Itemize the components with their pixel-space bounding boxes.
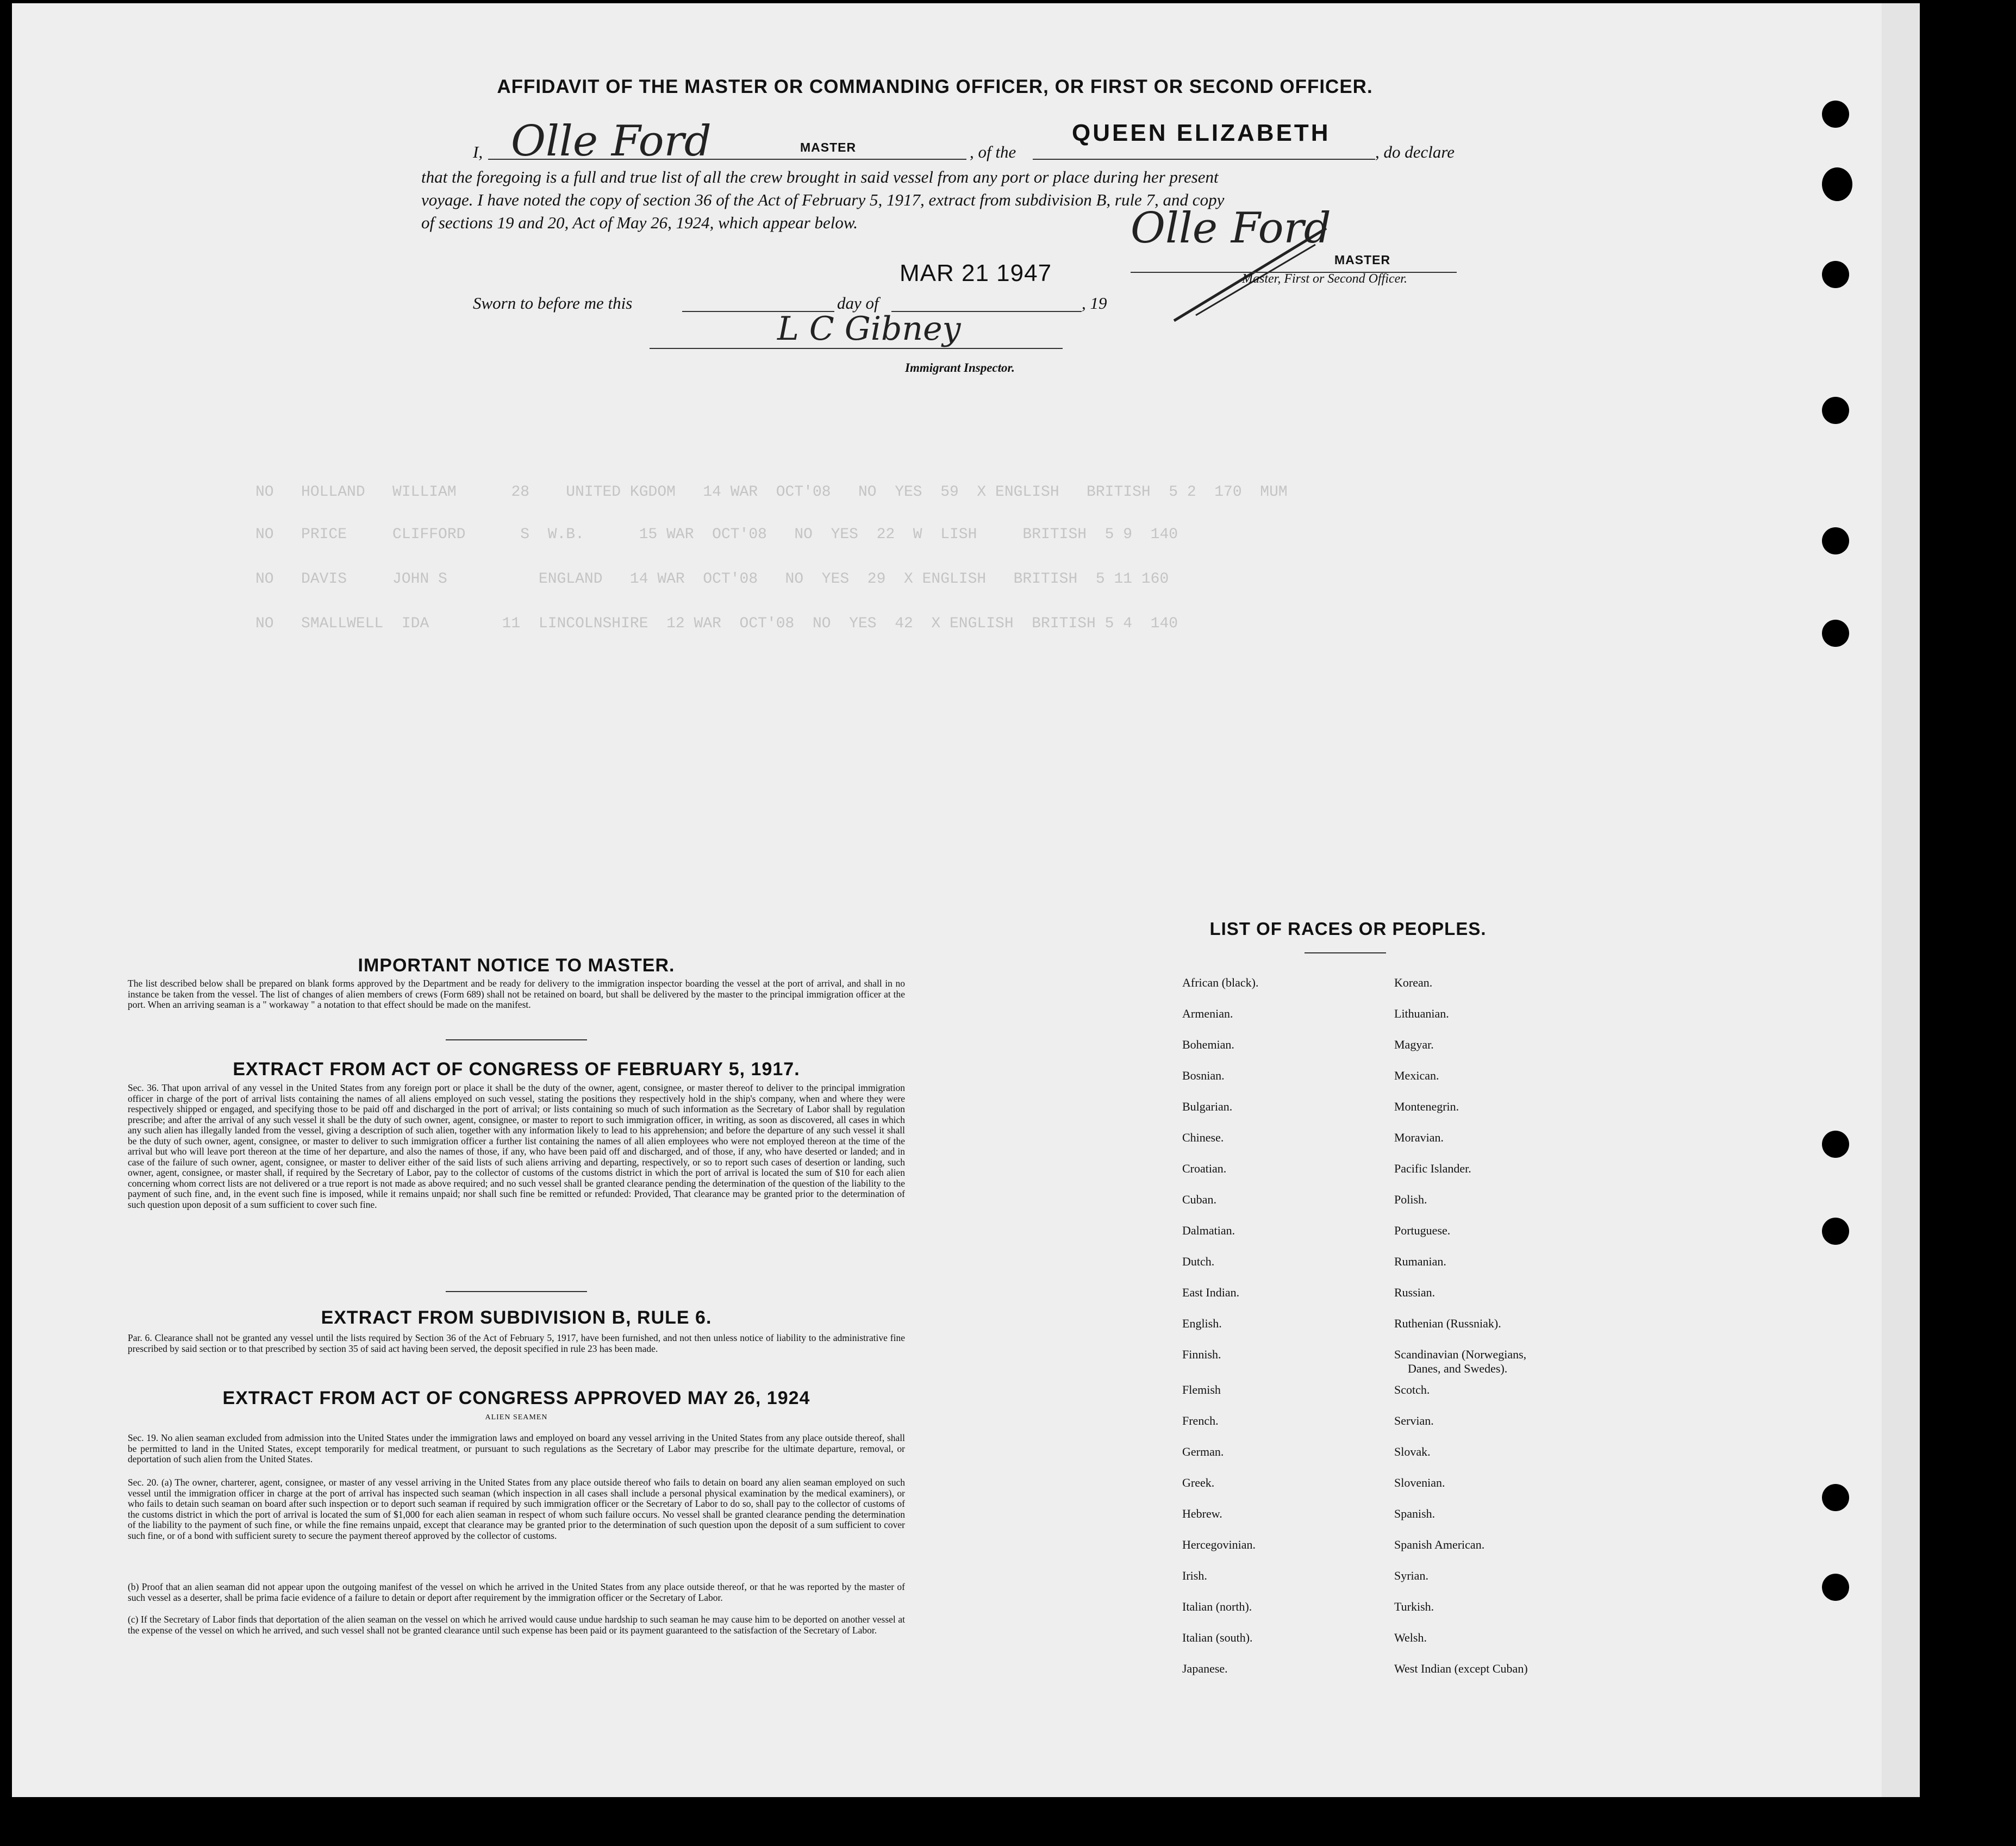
- race-item-right: Scotch.: [1394, 1383, 1430, 1396]
- race-item-scandinavian-continued: Danes, and Swedes).: [1408, 1362, 1508, 1375]
- inspector-caption: Immigrant Inspector.: [905, 361, 1015, 375]
- extract-1924-sec19: Sec. 19. No alien seaman excluded from admission into the United States under the immigration laws and employed on board any vessel arriving in the United States from any place outside thereof, shall be permitted to land in the United States, except temporarily for medical treatment, or pursuant to such regulations as the Secretary of Labor may prescribe for the ultimate departure, removal, or deportation of such alien from the United States.: [128, 1432, 905, 1464]
- race-item-left: Dutch.: [1182, 1255, 1215, 1268]
- extract-1917-body: Sec. 36. That upon arrival of any vessel in the United States from any foreign port or place it shall be the duty of the owner, agent, consignee, or master thereof to deliver to the principal immigration officer in charge of the port of arrival lists containing the names of all aliens employed on such vessel, stating the positions they respectively hold in the ship's company, when and where they were respectively shipped or engaged, and specifying those to be paid off and discharged in the port of arrival; or lists containing so much of such information as the Secretary of Labor shall by regulation prescribe; and after the arrival of any such vessel it shall be the duty of such owner, agent, consignee, or master to report to such immigration officer, in writing, as soon as discovered, all cases in which any such alien has illegally landed from the vessel, giving a description of such alien, together with any information likely to lead to his apprehension; and before the departure of any such vessel it shall be the duty of such owner, agent, consignee, or master to deliver to such immigration officer a further list containing the names of all alien employees who were not employed thereon at the time of the arrival but who will leave port thereon at the time of her departure, and also the names of those, if any, who have been paid off and discharged, and of those, if any, who have deserted or landed; and in case of the failure of such owner, agent, consignee, or master to deliver either of the said lists of such aliens arriving and departing, respectively, or so to report such cases of desertion or landing, such owner, agent, consignee, or master shall, if required by the Secretary of Labor, pay to the collector of customs of the customs district in which the port of arrival is located the sum of $10 for each alien concerning whom correct lists are not delivered or a true report is not made as above required; and no such vessel shall be granted clearance pending the determination of the question of the liability to the payment of such fine, and, in the event such fine is imposed, while it remains unpaid; nor shall such fine be remitted or refunded: Provided, That clearance may be granted prior to the determination of such question upon deposit of a sum sufficient to cover such fine.: [128, 1082, 905, 1210]
- race-item-right: Slovenian.: [1394, 1476, 1445, 1489]
- race-item-right: Polish.: [1394, 1193, 1427, 1206]
- affidavit-line-4: of sections 19 and 20, Act of May 26, 1924, which appear below.: [421, 213, 858, 232]
- master-signature: Olle Ford: [511, 117, 711, 166]
- affidavit-line-2: that the foregoing is a full and true list of all the crew brought in said vessel from any port or place during her present: [421, 167, 1219, 186]
- race-item-left: German.: [1182, 1445, 1224, 1458]
- affidavit-title: AFFIDAVIT OF THE MASTER OR COMMANDING OFFICER, OR FIRST OR SECOND OFFICER.: [497, 76, 1373, 97]
- race-item-right: Ruthenian (Russniak).: [1394, 1317, 1501, 1330]
- sworn-label: Sworn to before me this: [473, 294, 633, 313]
- race-item-right: Servian.: [1394, 1414, 1434, 1427]
- race-item-left: Dalmatian.: [1182, 1224, 1235, 1237]
- race-item-left: Hercegovinian.: [1182, 1538, 1256, 1551]
- officer-caption: Master, First or Second Officer.: [1242, 272, 1407, 286]
- punch-hole: [1822, 101, 1849, 128]
- race-item-right: Rumanian.: [1394, 1255, 1446, 1268]
- punch-hole: [1822, 527, 1849, 554]
- date-stamp: MAR 21 1947: [900, 260, 1052, 286]
- race-item-right: Scandinavian (Norwegians,: [1394, 1348, 1527, 1361]
- bleed-through-row: NO HOLLAND WILLIAM 28 UNITED KGDOM 14 WAR OCT'08 NO YES 59 X ENGLISH BRITISH 5 2 170 MUM: [255, 484, 1288, 501]
- race-item-left: Cuban.: [1182, 1193, 1216, 1206]
- second-master-signature: Olle Ford: [1131, 204, 1331, 253]
- bleed-through-row: NO PRICE CLIFFORD S W.B. 15 WAR OCT'08 NO YES 22 W LISH BRITISH 5 9 140: [255, 526, 1178, 543]
- affidavit-line-3: voyage. I have noted the copy of section 36 of the Act of February 5, 1917, extract from subdivision B, rule 7, and copy: [421, 190, 1225, 209]
- race-item-left: English.: [1182, 1317, 1222, 1330]
- bleed-through-row: NO SMALLWELL IDA 11 LINCOLNSHIRE 12 WAR OCT'08 NO YES 42 X ENGLISH BRITISH 5 4 140: [255, 615, 1178, 632]
- race-item-left: Flemish: [1182, 1383, 1221, 1396]
- race-item-left: African (black).: [1182, 976, 1259, 989]
- races-divider: [1305, 952, 1386, 953]
- punch-hole: [1822, 1131, 1849, 1158]
- race-item-right: Lithuanian.: [1394, 1007, 1449, 1020]
- subdivision-body: Par. 6. Clearance shall not be granted any vessel until the lists required by Section 36 of the Act of February 5, 1917, have been furnished, and not then unless notice of liability to the administrative fine prescribed by said section or to that prescribed by section 35 of said act having been served, the deposit specified in rule 23 has been made.: [128, 1332, 905, 1354]
- page-edge-strip: [1882, 3, 1920, 1797]
- section-divider: [446, 1291, 587, 1292]
- i-label: I,: [473, 142, 483, 161]
- race-item-right: Welsh.: [1394, 1631, 1427, 1644]
- race-item-right: Korean.: [1394, 976, 1433, 989]
- race-item-left: East Indian.: [1182, 1286, 1240, 1299]
- extract-1924-sec20a: Sec. 20. (a) The owner, charterer, agent, consignee, or master of any vessel arriving in the United States from any place outside thereof who fails to detain on board any alien seaman employed on such vessel until the immigration officer in charge at the port of arrival has inspected such seaman (which inspection in all cases shall include a personal physical examination by the medical examiners), or who fails to detain such seaman on board after such inspection or to deport such seaman if required by such immigration officer or the Secretary of Labor to do so, shall pay to the collector of customs of the customs district in which the port of arrival is located the sum of $1,000 for each alien seaman in respect of whom such failure occurs. No vessel shall be granted clearance pending the determination of the liability to the payment of such fine, or while the fine remains unpaid, except that clearance may be granted prior to the determination of such question upon the deposit of a sum sufficient to cover such fine, or of a bond with sufficient surety to secure the payment thereof approved by the collector of customs.: [128, 1477, 905, 1541]
- race-item-left: French.: [1182, 1414, 1219, 1427]
- punch-hole: [1822, 620, 1849, 647]
- race-item-right: Spanish American.: [1394, 1538, 1485, 1551]
- race-item-right: Moravian.: [1394, 1131, 1444, 1144]
- extract-1924-subtitle: ALIEN SEAMEN: [485, 1413, 548, 1421]
- race-item-left: Croatian.: [1182, 1162, 1227, 1175]
- races-title: LIST OF RACES OR PEOPLES.: [1209, 919, 1487, 939]
- section-divider: [446, 1039, 587, 1040]
- race-item-left: Bulgarian.: [1182, 1100, 1233, 1113]
- year-prefix: , 19: [1082, 294, 1107, 313]
- race-item-left: Bohemian.: [1182, 1038, 1234, 1051]
- vessel-name: QUEEN ELIZABETH: [1072, 120, 1331, 146]
- extract-1917-title: EXTRACT FROM ACT OF CONGRESS OF FEBRUARY 5, 1917.: [233, 1059, 800, 1080]
- punch-hole: [1822, 1574, 1849, 1601]
- of-the-label: , of the: [970, 142, 1016, 161]
- race-item-right: West Indian (except Cuban): [1394, 1662, 1528, 1675]
- do-declare-label: , do declare: [1375, 142, 1455, 161]
- race-item-right: Montenegrin.: [1394, 1100, 1459, 1113]
- day-of-label: day of: [837, 294, 879, 313]
- race-item-left: Italian (south).: [1182, 1631, 1253, 1644]
- master-stamp: MASTER: [800, 140, 857, 154]
- race-item-left: Finnish.: [1182, 1348, 1221, 1361]
- race-item-left: Italian (north).: [1182, 1600, 1252, 1613]
- extract-1924-sec20b: (b) Proof that an alien seaman did not appear upon the outgoing manifest of the vessel on which he arrived in the United States from any place outside thereof, or that he was reported by the master of such vessel as a deserter, shall be prima facie evidence of a failure to detain or deport after requirement by the immigration officer or the Secretary of Labor.: [128, 1581, 905, 1603]
- notice-body: The list described below shall be prepared on blank forms approved by the Department and be ready for delivery to the immigration inspector boarding the vessel at the port of arrival, and shall in no instance be taken from the vessel. The list of changes of alien members of crews (Form 689) shall not be retained on board, but shall be delivered by the master to the principal immigration officer at the port. When an arriving seaman is a " workaway " a notation to that effect should be made on the manifest.: [128, 978, 905, 1010]
- punch-hole: [1822, 167, 1852, 201]
- race-item-right: Spanish.: [1394, 1507, 1435, 1520]
- race-item-right: Slovak.: [1394, 1445, 1431, 1458]
- vessel-name-line: [1033, 159, 1375, 160]
- race-item-right: Turkish.: [1394, 1600, 1434, 1613]
- race-item-left: Hebrew.: [1182, 1507, 1222, 1520]
- race-item-left: Japanese.: [1182, 1662, 1228, 1675]
- extract-1924-sec20c: (c) If the Secretary of Labor finds that deportation of the alien seaman on the vessel on which he arrived would cause undue hardship to such seaman he may cause him to be deported on another vessel at the expense of the vessel on which he arrived, and such vessel shall not be granted clearance until such expense has been paid or its payment guaranteed to the satisfaction of the Secretary of Labor.: [128, 1614, 905, 1636]
- race-item-left: Greek.: [1182, 1476, 1215, 1489]
- punch-hole: [1822, 1484, 1849, 1511]
- race-item-right: Syrian.: [1394, 1569, 1428, 1582]
- punch-hole: [1822, 397, 1849, 424]
- punch-hole: [1822, 1218, 1849, 1245]
- inspector-signature-line: [650, 348, 1063, 349]
- subdivision-title: EXTRACT FROM SUBDIVISION B, RULE 6.: [321, 1307, 712, 1328]
- extract-1924-title: EXTRACT FROM ACT OF CONGRESS APPROVED MAY 26, 1924: [222, 1388, 810, 1408]
- race-item-left: Chinese.: [1182, 1131, 1224, 1144]
- inspector-signature: L C Gibney: [777, 310, 961, 348]
- race-item-left: Bosnian.: [1182, 1069, 1225, 1082]
- punch-hole: [1822, 261, 1849, 288]
- race-item-right: Magyar.: [1394, 1038, 1434, 1051]
- race-item-right: Russian.: [1394, 1286, 1435, 1299]
- master-stamp-2: MASTER: [1334, 253, 1391, 267]
- race-item-right: Mexican.: [1394, 1069, 1439, 1082]
- bleed-through-row: NO DAVIS JOHN S ENGLAND 14 WAR OCT'08 NO YES 29 X ENGLISH BRITISH 5 11 160: [255, 571, 1169, 588]
- race-item-left: Irish.: [1182, 1569, 1207, 1582]
- race-item-left: Armenian.: [1182, 1007, 1233, 1020]
- notice-title: IMPORTANT NOTICE TO MASTER.: [358, 955, 675, 976]
- race-item-right: Pacific Islander.: [1394, 1162, 1471, 1175]
- race-item-right: Portuguese.: [1394, 1224, 1451, 1237]
